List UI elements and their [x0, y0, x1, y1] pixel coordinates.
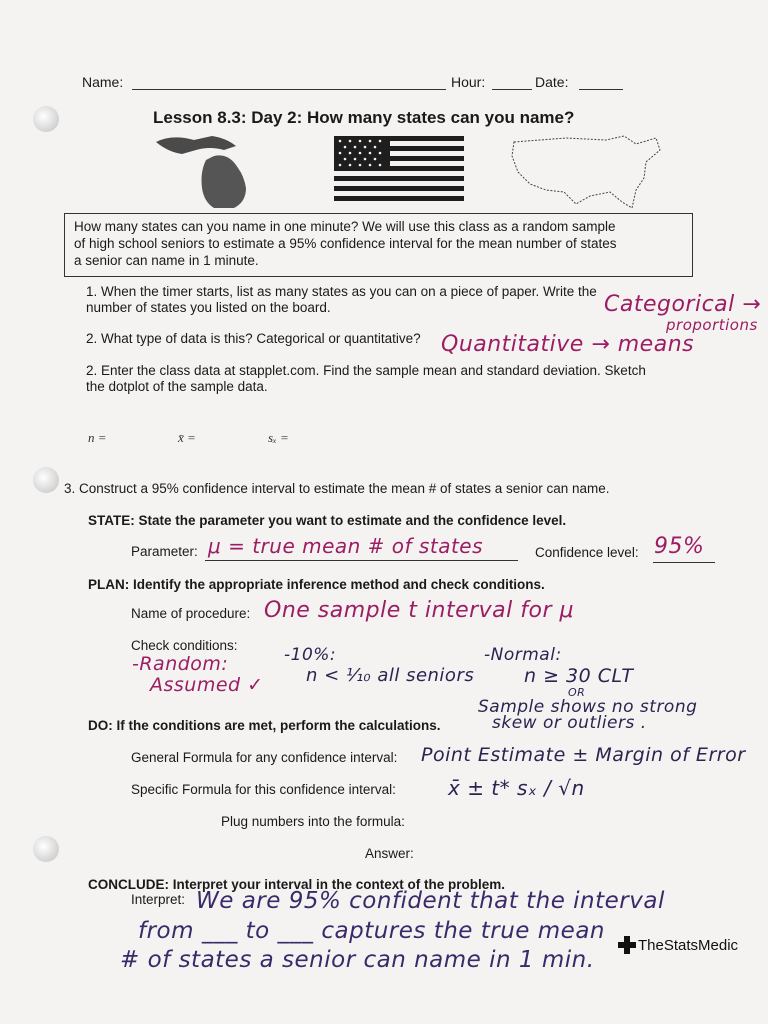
q2-question: 2. What type of data is this? Categorical or quantitative? — [86, 331, 421, 346]
plan-heading: PLAN: Identify the appropriate inference method and check conditions. — [88, 577, 545, 592]
specific-formula-label: Specific Formula for this confidence interval: — [131, 782, 396, 797]
hw-random-2: Assumed ✓ — [150, 674, 264, 696]
confidence-level-blank[interactable] — [653, 562, 715, 563]
name-label: Name: — [82, 74, 124, 90]
date-blank[interactable] — [579, 89, 623, 90]
q2b-line-1: 2. Enter the class data at stapplet.com. Find the sample mean and standard deviation. Sketch — [86, 363, 646, 378]
punch-hole-middle — [33, 467, 59, 493]
hour-blank[interactable] — [492, 89, 532, 90]
confidence-level-label: Confidence level: — [535, 545, 639, 560]
hw-confidence: 95% — [654, 534, 705, 559]
punch-hole-bottom — [33, 836, 59, 862]
q3-question: 3. Construct a 95% confidence interval to estimate the mean # of states a senior can name. — [64, 481, 610, 496]
lesson-title: Lesson 8.3: Day 2: How many states can you name? — [153, 108, 575, 127]
michigan-map-icon — [152, 132, 264, 210]
hw-interpret-2: from ___ to ___ captures the true mean — [138, 918, 605, 944]
answer-label: Answer: — [365, 846, 414, 861]
date-label: Date: — [535, 74, 569, 90]
procedure-label: Name of procedure: — [131, 606, 251, 621]
hw-normal-5: skew or outliers . — [492, 713, 647, 733]
hour-label: Hour: — [451, 74, 486, 90]
watermark-text: TheStatsMedic — [638, 936, 739, 954]
hw-specific-formula: x̄ ± t* sₓ / √n — [448, 776, 585, 800]
q2b-line-2: the dotplot of the sample data. — [86, 379, 268, 394]
hw-general-formula: Point Estimate ± Margin of Error — [421, 744, 746, 766]
name-blank[interactable] — [132, 89, 446, 90]
hw-categorical: Categorical → — [604, 292, 762, 317]
us-outline-map-icon — [506, 132, 666, 212]
hw-normal-1: -Normal: — [484, 645, 562, 665]
n-label: n = — [88, 430, 107, 445]
us-flag-icon — [334, 136, 464, 206]
hw-normal-3: OR — [568, 686, 586, 699]
q1-line-1: 1. When the timer starts, list as many states as you can on a piece of paper. Write the — [86, 284, 597, 299]
hw-tenpct-2: n < ⅒ all seniors — [306, 665, 475, 686]
intro-line-3: a senior can name in 1 minute. — [74, 253, 259, 268]
parameter-label: Parameter: — [131, 544, 198, 559]
hw-normal-4: Sample shows no strong — [478, 697, 698, 717]
q1-line-2: number of states you listed on the board. — [86, 300, 331, 315]
xbar-label: x̄ = — [178, 430, 196, 445]
intro-line-2: of high school seniors to estimate a 95% confidence interval for the mean number of states — [74, 236, 617, 251]
conclude-heading: CONCLUDE: Interpret your interval in the context of the problem. — [88, 877, 506, 892]
hw-parameter: μ = true mean # of states — [208, 534, 484, 558]
punch-hole-top — [33, 106, 59, 132]
hw-normal-2: n ≥ 30 CLT — [524, 665, 634, 687]
state-heading: STATE: State the parameter you want to estimate and the confidence level. — [88, 513, 567, 528]
hw-interpret-3: # of states a senior can name in 1 min. — [120, 947, 595, 973]
stats-medic-watermark — [618, 936, 738, 954]
plus-cross-icon — [618, 936, 636, 954]
check-conditions-label: Check conditions: — [131, 638, 238, 653]
plug-numbers-label: Plug numbers into the formula: — [221, 814, 405, 829]
hw-interpret-1: We are 95% confident that the interval — [196, 888, 665, 914]
intro-line-1: How many states can you name in one minute? We will use this class as a random sample — [74, 219, 616, 234]
general-formula-label: General Formula for any confidence interval: — [131, 750, 398, 765]
hw-tenpct-1: -10%: — [284, 645, 337, 665]
parameter-blank[interactable] — [205, 560, 518, 561]
hw-procedure: One sample t interval for μ — [264, 598, 574, 623]
interpret-label: Interpret: — [131, 892, 186, 907]
hw-proportions: proportions — [666, 316, 758, 334]
hw-random-1: -Random: — [132, 653, 229, 675]
sx-label: sₓ = — [268, 430, 289, 445]
hw-quantitative: Quantitative → means — [441, 332, 695, 357]
do-heading: DO: If the conditions are met, perform the calculations. — [88, 718, 441, 733]
